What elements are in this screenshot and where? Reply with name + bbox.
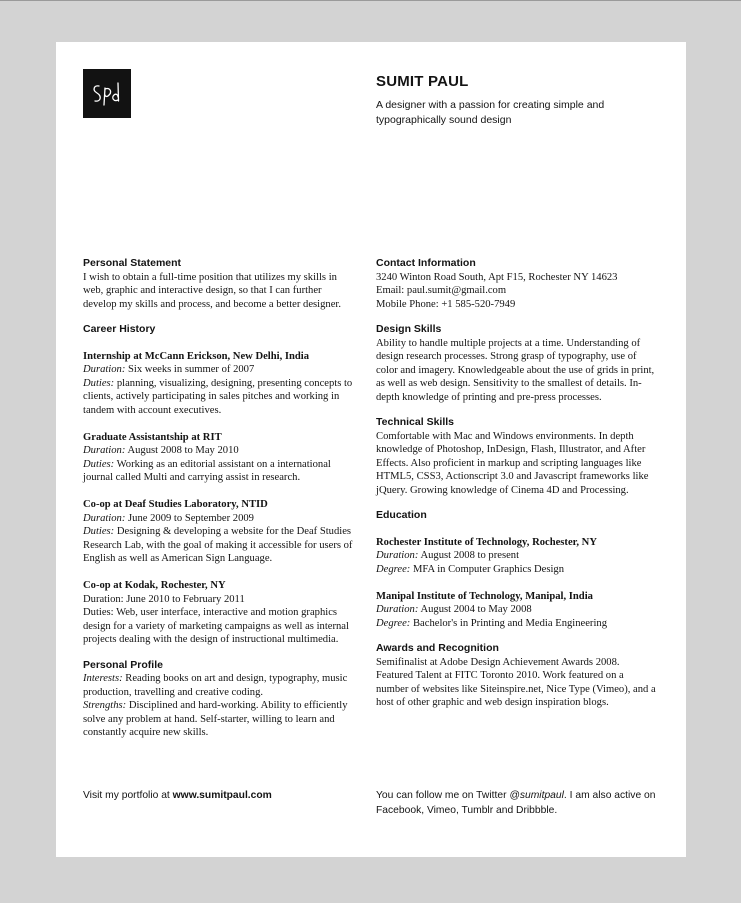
job-entry — [83, 498, 357, 566]
job-duration: Six weeks in summer of 2007 — [128, 364, 255, 375]
duration-label: Duration: — [83, 593, 124, 605]
design-skills-text: Ability to handle multiple projects at a time. Understanding of design research processes. Strong grasp of typography, use of color and imagery. Knowledgeable about the use of grids in print, as well as web design. Sensitivity to the smallest of details. In-depth knowledge of printing and pre-press processes. — [376, 337, 655, 403]
interests-text: Reading books on art and design, typography, music production, travelling and creative coding. — [83, 673, 348, 698]
job-title: Graduate Assistantship at RIT — [83, 431, 222, 443]
job-duration: August 2008 to May 2010 — [127, 445, 239, 456]
job-duties: Web, user interface, interactive and motion graphics design for a variety of marketing campaigns as well as internal projects dealing with the design of instructional multimedia. — [83, 607, 349, 645]
right-column — [376, 257, 658, 710]
logo-monogram-icon — [83, 69, 131, 118]
interests-label: Interests: — [83, 673, 123, 684]
design-skills-heading: Design Skills — [376, 323, 442, 335]
school-title: Rochester Institute of Technology, Rochester, NY — [376, 536, 597, 548]
duration-label: Duration: — [83, 445, 126, 456]
education-heading: Education — [376, 509, 427, 521]
portfolio-link[interactable]: www.sumitpaul.com — [172, 790, 272, 801]
job-title: Internship at McCann Erickson, New Delhi, India — [83, 350, 310, 362]
portfolio-footer — [83, 788, 363, 803]
follow-suffix: . I am also active on Facebook, Vimeo, Tumblr and Dribbble. — [376, 790, 656, 816]
education-entry — [376, 536, 658, 577]
window-top-border — [0, 0, 741, 1]
school-duration: August 2004 to May 2008 — [420, 604, 532, 615]
awards-heading: Awards and Recognition — [376, 642, 499, 654]
job-duties: Designing & developing a website for the Deaf Studies Research Lab, with the goal of making it accessible for users of English as well as American Sign Language. — [83, 526, 353, 564]
duties-label: Duties: — [83, 526, 115, 537]
resume-name: SUMIT PAUL — [376, 73, 469, 90]
strengths-text: Disciplined and hard-working. Ability to efficiently solve any problem at hand. Self-starter, willing to learn and constantly acquire new skills. — [83, 700, 348, 738]
spd-logo — [83, 69, 131, 118]
school-duration: August 2008 to present — [420, 550, 520, 561]
strengths-label: Strengths: — [83, 700, 127, 711]
contact-heading: Contact Information — [376, 257, 476, 269]
school-title: Manipal Institute of Technology, Manipal, India — [376, 590, 593, 602]
school-degree: MFA in Computer Graphics Design — [412, 563, 565, 575]
duration-label: Duration: — [83, 512, 126, 524]
technical-skills-text: Comfortable with Mac and Windows environments. In depth knowledge of Photoshop, InDesign, Flash, Illustrator, and After Effects. Also proficient in markup and scripting languages like HTML5, CSS3, Actionscript 3.0 and Javascript frameworks like jQuery. Growing knowledge of Cinema 4D and Processing. — [376, 430, 649, 496]
job-entry — [83, 431, 357, 485]
job-title: Co-op at Kodak, Rochester, NY — [83, 580, 226, 591]
career-history-heading: Career History — [83, 323, 156, 335]
duration-label: Duration: — [83, 364, 126, 375]
duties-label: Duties: — [83, 607, 114, 618]
job-duties: planning, visualizing, designing, presenting concepts to clients, actively participating in sales pitches and working in tandem with account executives. — [83, 377, 353, 416]
job-duration: June 2009 to September 2009 — [128, 512, 254, 524]
contact-email: Email: paul.sumit@gmail.com — [376, 285, 507, 296]
job-entry — [83, 350, 357, 418]
job-duration: June 2010 to February 2011 — [126, 593, 245, 605]
left-column — [83, 257, 357, 740]
degree-label: Degree: — [376, 563, 411, 575]
duties-label: Duties: — [83, 458, 115, 470]
personal-profile-heading: Personal Profile — [83, 658, 163, 671]
resume-page — [56, 42, 686, 857]
twitter-handle: @sumitpaul — [509, 790, 564, 801]
contact-phone: Mobile Phone: +1 585-520-7949 — [376, 298, 516, 310]
personal-statement-text: I wish to obtain a full-time position that utilizes my skills in web, graphic and interactive design, so that I can further develop my skills and process, and become a better designer. — [83, 271, 341, 310]
job-entry — [83, 579, 357, 647]
education-entry — [376, 590, 658, 631]
contact-address: 3240 Winton Road South, Apt F15, Rochester NY 14623 — [376, 271, 618, 283]
portfolio-prefix: Visit my portfolio at — [83, 790, 170, 801]
follow-prefix: You can follow me on Twitter — [376, 790, 507, 801]
duties-label: Duties: — [83, 377, 115, 389]
duration-label: Duration: — [376, 550, 419, 561]
awards-text: Semifinalist at Adobe Design Achievement Awards 2008. Featured Talent at FITC Toronto 2010. Work featured on a number of websites like Siteinspire.net, Nice Type (Vimeo), and a host of other graphic and web design inspiration blogs. — [376, 656, 656, 708]
school-degree: Bachelor's in Printing and Media Engineering — [412, 617, 607, 629]
duration-label: Duration: — [376, 604, 419, 615]
job-duties: Working as an editorial assistant on a international journal called Multi and carrying assist in research. — [83, 458, 331, 483]
social-footer — [376, 788, 658, 818]
resume-tagline: A designer with a passion for creating simple and typographically sound design — [376, 99, 605, 126]
technical-skills-heading: Technical Skills — [376, 416, 455, 428]
degree-label: Degree: — [376, 617, 411, 629]
job-title: Co-op at Deaf Studies Laboratory, NTID — [83, 499, 268, 510]
personal-statement-heading: Personal Statement — [83, 257, 182, 269]
